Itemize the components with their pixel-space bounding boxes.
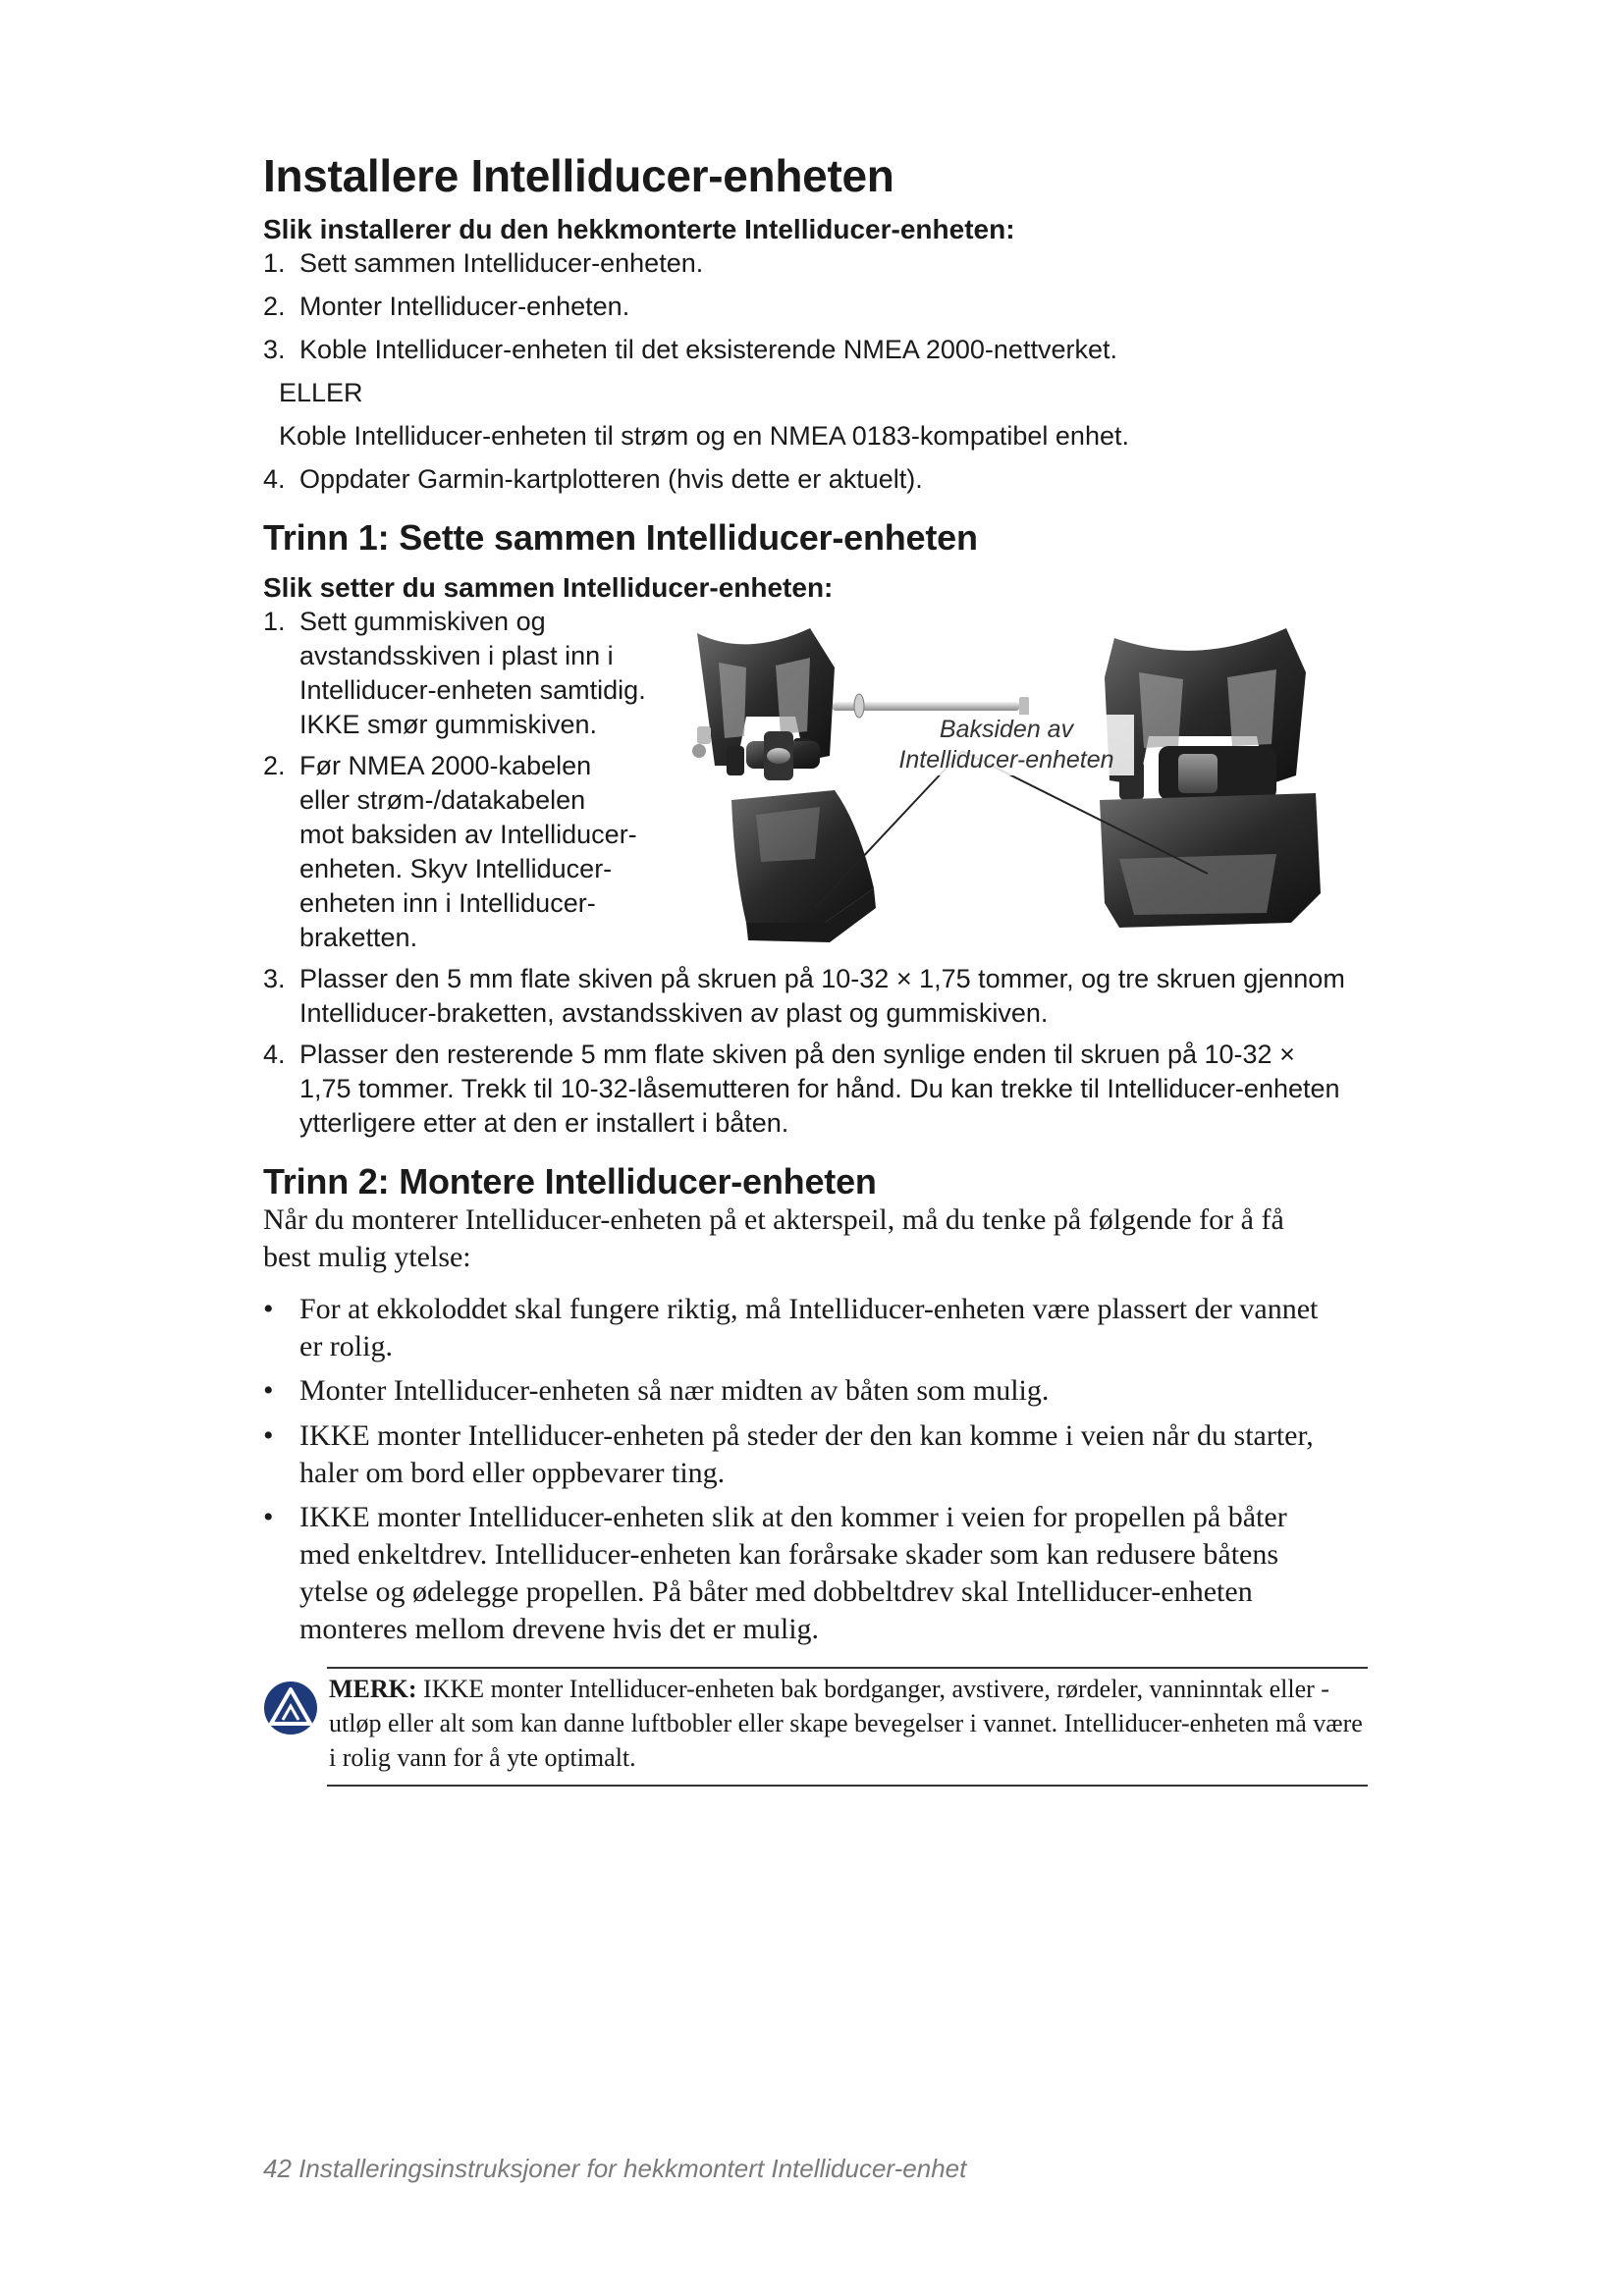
step1-item1-line4: IKKE smør gummiskiven. xyxy=(299,710,598,739)
install-alt-text: Koble Intelliducer-enheten til strøm og en NMEA 0183-kompatibel enhet. xyxy=(279,421,1129,451)
step2-intro: Når du monterer Intelliducer-enheten på et akterspeil, må du tenke på følgende for å få best mulig ytelse: xyxy=(263,1203,1284,1273)
install-step-2-text: Monter Intelliducer-enheten. xyxy=(299,292,630,321)
step1-item2-line2: eller strøm-/datakabelen xyxy=(299,785,586,815)
install-heading: Slik installerer du den hekkmonterte Intelliducer-enheten: xyxy=(263,214,1015,244)
install-step-4-num: 4. xyxy=(263,464,286,494)
step1-item3-line2: Intelliducer-braketten, avstandsskiven av plast og gummiskiven. xyxy=(299,998,1049,1028)
bullet-2-text: Monter Intelliducer-enheten så nær midten av båten som mulig. xyxy=(299,1374,1050,1407)
bullet-4-text: IKKE monter Intelliducer-enheten slik at den kommer i veien for propellen på båter med enkeltdrev. Intelliducer-enheten kan forårsake skader som kan redusere båtens ytelse og ødelegge propellen. På båter med dobbeltdrev skal Intelliducer-enheten monteres mellom drevene hvis det er mulig. xyxy=(299,1501,1287,1645)
step1-item3-num: 3. xyxy=(263,964,286,993)
step1-heading: Slik setter du sammen Intelliducer-enheten: xyxy=(263,572,834,603)
step1-item4-line2: 1,75 tommer. Trekk til 10-32-låsemutteren for hånd. Du kan trekke til Intelliducer-enheten xyxy=(299,1074,1340,1103)
step2-title: Trinn 2: Montere Intelliducer-enheten xyxy=(263,1161,877,1201)
step1-item2-line5: enheten inn i Intelliducer- xyxy=(299,888,596,918)
bullet-3-dot: • xyxy=(263,1419,274,1452)
install-step-3-text: Koble Intelliducer-enheten til det eksisterende NMEA 2000-nettverket. xyxy=(299,335,1117,364)
step1-item1-num: 1. xyxy=(263,607,286,636)
install-step-2-num: 2. xyxy=(263,292,286,321)
note-text: IKKE monter Intelliducer-enheten bak bordganger, avstivere, rørdeler, vanninntak eller -utløp eller alt som kan danne luftbobler eller skape bevegelser i vannet. Intelliducer-enheten må være i rolig vann for å yte optimalt. xyxy=(329,1675,1363,1772)
step1-item2-num: 2. xyxy=(263,751,286,780)
note-bottom-rule xyxy=(327,1785,1368,1787)
step1-item1-line1: Sett gummiskiven og xyxy=(299,607,546,636)
bullet-3-text: IKKE monter Intelliducer-enheten på steder der den kan komme i veien når du starter, haler om bord eller oppbevarer ting. xyxy=(299,1419,1314,1489)
bullet-1-text: For at ekkoloddet skal fungere riktig, må Intelliducer-enheten være plassert der vannet er rolig. xyxy=(299,1293,1319,1362)
step1-item1-line3: Intelliducer-enheten samtidig. xyxy=(299,675,646,705)
step1-item2-line1: Før NMEA 2000-kabelen xyxy=(299,751,592,780)
bullet-4-dot: • xyxy=(263,1501,274,1533)
step1-item3-line1: Plasser den 5 mm flate skiven på skruen på 10-32 × 1,75 tommer, og tre skruen gjennom xyxy=(299,964,1345,993)
page-footer: 42 Installeringsinstruksjoner for hekkmontert Intelliducer-enhet xyxy=(263,2154,967,2183)
assembled-unit xyxy=(1100,628,1321,928)
bullet-1-dot: • xyxy=(263,1293,274,1325)
step1-item2-line6: braketten. xyxy=(299,923,418,952)
step1-item2-line4: enheten. Skyv Intelliducer- xyxy=(299,854,613,883)
note-block xyxy=(329,1672,1365,1775)
note-label: MERK: xyxy=(329,1675,417,1703)
intelliducer-assembly-figure xyxy=(687,628,1326,952)
install-step-4-text: Oppdater Garmin-kartplotteren (hvis dette er aktuelt). xyxy=(299,464,923,494)
step1-item4-line3: ytterligere etter at den er installert i båten. xyxy=(299,1108,789,1138)
step1-item4-num: 4. xyxy=(263,1040,286,1069)
figure-caption-line1: Baksiden av xyxy=(939,716,1074,743)
step1-item1-line2: avstandsskiven i plast inn i xyxy=(299,641,614,670)
figure-caption-line2: Intelliducer-enheten xyxy=(898,746,1114,774)
step1-item4-line1: Plasser den resterende 5 mm flate skiven på den synlige enden til skruen på 10-32 × xyxy=(299,1040,1295,1069)
figure-caption xyxy=(879,715,1134,775)
page-title: Installere Intelliducer-enheten xyxy=(263,150,894,201)
bullet-2-dot: • xyxy=(263,1374,274,1407)
install-step-1-num: 1. xyxy=(263,248,286,278)
assembly-illustration xyxy=(687,628,1326,952)
install-step-1-text: Sett sammen Intelliducer-enheten. xyxy=(299,248,704,278)
install-or-text: ELLER xyxy=(279,378,363,407)
step1-title: Trinn 1: Sette sammen Intelliducer-enheten xyxy=(263,517,978,558)
install-step-3-num: 3. xyxy=(263,335,286,364)
step1-item2-line3: mot baksiden av Intelliducer- xyxy=(299,820,637,849)
note-warning-icon xyxy=(263,1681,318,1735)
note-top-rule xyxy=(327,1667,1368,1669)
